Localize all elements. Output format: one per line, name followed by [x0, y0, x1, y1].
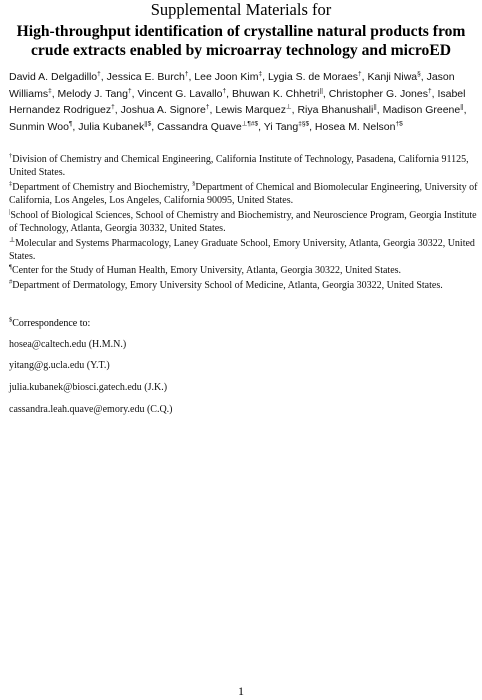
affiliation-text: Department of Dermatology, Emory University School of Medicine, Atlanta, Georgia 30322, United States. — [12, 280, 443, 291]
author-affiliation-mark: † — [427, 87, 432, 94]
correspondence-label: Correspondence to: — [12, 318, 91, 329]
author-name: Jason Williams — [9, 71, 455, 100]
author-name: Jessica E. Burch — [106, 71, 185, 83]
author-affiliation-mark: † — [184, 70, 189, 78]
author-affiliation-mark: ‡ — [258, 70, 263, 78]
affiliation-text: Department of Chemistry and Biochemistry, — [12, 182, 193, 193]
affiliation-text: Division of Chemistry and Chemical Engineering, California Institute of Technology, Pasadena, California 91125, United States. — [9, 154, 469, 178]
author-name: Julia Kubanek — [78, 120, 145, 133]
email-address[interactable]: yitang@g.ucla.edu (Y.T.) — [9, 360, 110, 371]
author-affiliation-mark: || — [319, 87, 323, 94]
affiliation-emory-human-health — [9, 265, 479, 278]
affiliation-mark: ⊥ — [9, 236, 16, 244]
author-affiliation-mark: ‡ — [48, 87, 52, 94]
author-affiliation-mark: ⊥¶#$ — [241, 120, 259, 127]
author-name: Kanji Niwa — [367, 71, 418, 83]
author-affiliation-mark: † — [205, 103, 210, 111]
author-affiliation-mark: † — [97, 70, 101, 78]
affiliation-emory-dermatology — [9, 280, 479, 293]
affiliation-caltech — [9, 154, 479, 179]
author-affiliation-mark: ⊥ — [285, 103, 292, 111]
affiliation-ucla — [9, 182, 479, 207]
affiliation-mark: # — [9, 278, 13, 286]
author-affiliation-mark: † — [127, 87, 132, 94]
author-affiliation-mark: || — [460, 103, 464, 111]
affiliation-mark: ¶ — [9, 263, 12, 271]
author-name: Yi Tang — [263, 120, 299, 133]
author-name: David A. Delgadillo — [9, 71, 98, 83]
author-name: Hosea M. Nelson — [314, 120, 396, 133]
author-name: Lee Joon Kim — [194, 71, 259, 83]
affiliation-mark: § — [192, 180, 196, 188]
affiliation-georgia-tech — [9, 210, 479, 235]
author-name: Cassandra Quave — [157, 120, 242, 133]
author-name: Vincent G. Lavallo — [137, 87, 223, 100]
author-name: Madison Greene — [382, 104, 461, 116]
affiliation-emory-pharmacology — [9, 238, 479, 263]
author-name: Sunmin Woo — [9, 120, 69, 133]
email-address[interactable]: julia.kubanek@biosci.gatech.edu (J.K.) — [9, 382, 168, 393]
author-name: Isabel Hernandez Rodriguez — [9, 87, 466, 116]
email-address[interactable]: cassandra.leah.quave@emory.edu (C.Q.) — [9, 404, 173, 415]
author-affiliation-mark: ¶ — [68, 120, 73, 127]
supplemental-heading: Supplemental Materials for — [150, 0, 332, 19]
page-number: 1 — [238, 684, 244, 698]
author-affiliation-mark: || — [373, 103, 377, 111]
affiliation-text: Department of Chemical and Biomolecular Engineering, University of California, Los Angeles, Los Angeles, California 90095, United States. — [9, 182, 478, 206]
author-list: David A. Delgadillo†, Jessica E. Burch†, Lee Joon Kim‡, Lygia S. de Moraes†, Kanji Niwa§, Jason Williams‡, Melody J. Tang†, Vincent G. Lavallo†, Bhuwan K. Chhetri||, Christopher G. Jones†, Isabel Hernandez Rodriguez†, Joshua A. Signore†, Lewis Marquez⊥, Riya Bhanushali||, Madison Greene||, Sunmin Woo¶, Julia Kubanek||$, Cassandra Quave⊥¶#$, Yi Tang‡§$, Hosea M. Nelson†$ — [9, 70, 467, 133]
affiliation-text: Molecular and Systems Pharmacology, Laney Graduate School, Emory University, Atlanta, Georgia 30322, United States. — [9, 238, 475, 262]
affiliation-mark: † — [9, 152, 13, 160]
affiliation-mark: ‡ — [9, 180, 13, 188]
author-name: Lewis Marquez — [215, 104, 286, 116]
affiliation-text: School of Biological Sciences, School of Chemistry and Biochemistry, and Neuroscience Program, Georgia Institute of Technology, Atlanta, Georgia 30332, United States. — [9, 210, 477, 234]
author-affiliation-mark: ||$ — [144, 120, 152, 127]
correspondence-mark: $ — [9, 316, 13, 324]
author-affiliation-mark: ‡§$ — [298, 120, 310, 127]
affiliation-text: Center for the Study of Human Health, Emory University, Atlanta, Georgia 30322, United States. — [11, 265, 402, 276]
author-affiliation-mark: †$ — [395, 120, 403, 127]
author-name: Riya Bhanushali — [297, 104, 374, 116]
author-affiliation-mark: § — [417, 70, 421, 78]
author-name: Bhuwan K. Chhetri — [231, 87, 320, 100]
author-affiliation-mark: † — [222, 87, 227, 94]
author-name: Melody J. Tang — [57, 87, 128, 100]
affiliation-mark: | — [9, 208, 11, 216]
email-address[interactable]: hosea@caltech.edu (H.M.N.) — [9, 339, 127, 350]
author-name: Lygia S. de Moraes — [267, 71, 359, 83]
author-name: Christopher G. Jones — [328, 87, 428, 100]
author-name: Joshua A. Signore — [120, 104, 206, 116]
author-affiliation-mark: † — [111, 103, 115, 111]
correspondence-heading — [9, 317, 90, 330]
paper-title: High-throughput identification of crystalline natural products from crude extracts enabled by microarray technology and microED — [16, 23, 466, 59]
author-affiliation-mark: † — [358, 70, 362, 78]
